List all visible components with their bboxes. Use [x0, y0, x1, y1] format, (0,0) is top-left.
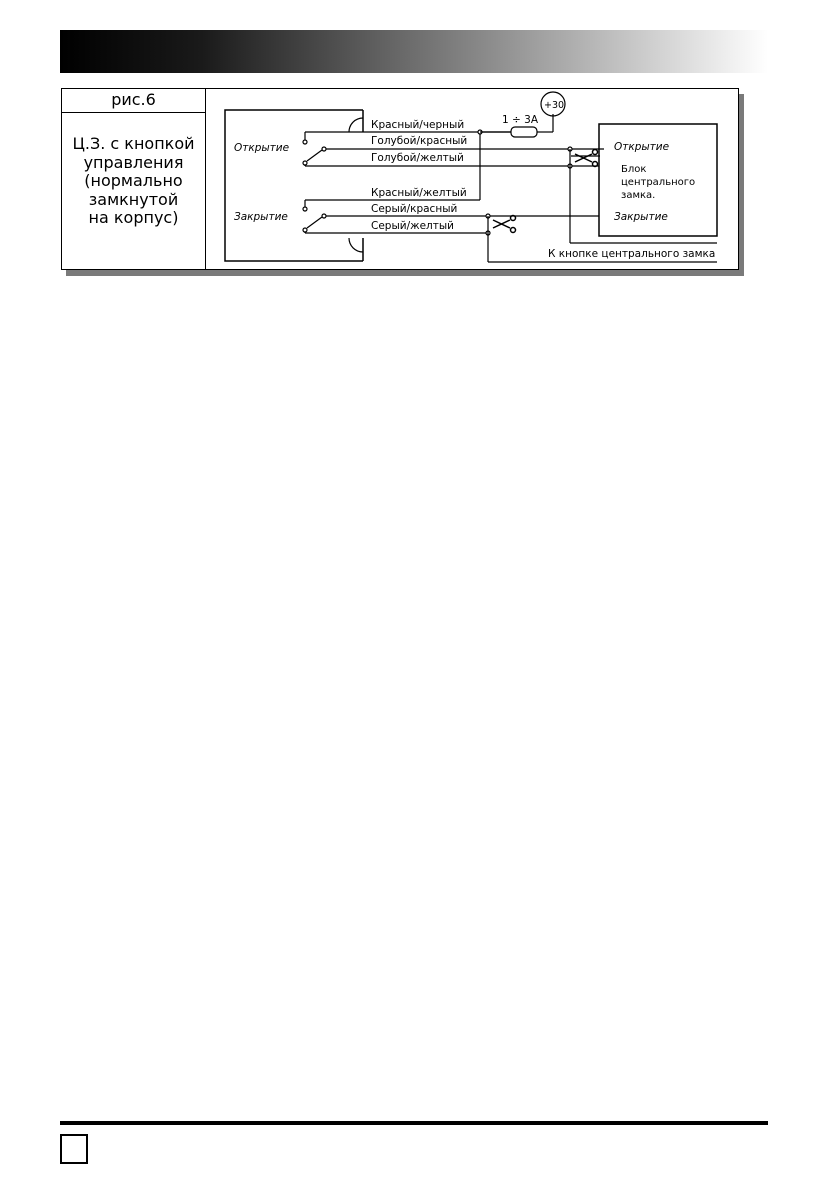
- wire-label-blue-yellow: Голубой/желтый: [371, 152, 464, 164]
- switch-contact: [322, 147, 326, 151]
- lock-unit-name-line: замка.: [621, 190, 656, 201]
- switch-contact: [322, 214, 326, 218]
- actuator-open-label: Открытие: [234, 142, 290, 154]
- switch-contact: [303, 207, 307, 211]
- lock-unit-open-label: Открытие: [614, 141, 670, 153]
- fuse: [511, 127, 537, 137]
- wire-label-grey-red: Серый/красный: [371, 203, 458, 215]
- actuator-motor-arc-top: [349, 118, 363, 132]
- caption-line: на корпус): [88, 208, 179, 227]
- switch-lever-close: [307, 217, 322, 228]
- lock-unit-name-line: Блок: [621, 164, 647, 175]
- button-wire-label: К кнопке центрального замка: [548, 248, 716, 260]
- switch-contact: [303, 161, 307, 165]
- caption-line: замкнутой: [88, 189, 179, 209]
- switch-contact: [303, 140, 307, 144]
- switch-lever-open: [307, 150, 322, 161]
- caption-line: Ц.З. с кнопкой: [72, 134, 195, 153]
- wire-label-blue-red: Голубой/красный: [371, 135, 468, 147]
- scissors-icon: [493, 216, 516, 233]
- wire-label-grey-yellow: Серый/желтый: [371, 220, 454, 232]
- actuator-motor-arc-bottom: [349, 238, 363, 252]
- scissors-icon: [575, 150, 598, 167]
- power-label: +30: [544, 100, 565, 111]
- footer-rule: [60, 1121, 768, 1125]
- caption-line: управления: [83, 152, 184, 172]
- page-number-box: [60, 1134, 88, 1164]
- switch-contact: [303, 228, 307, 232]
- wiring-diagram: [61, 88, 739, 270]
- actuator-frame: [225, 110, 363, 261]
- header-bar: [60, 30, 768, 73]
- caption-line: (нормально: [84, 171, 183, 190]
- figure-label: рис.6: [62, 89, 205, 113]
- wire-label-red-yellow: Красный/желтый: [371, 187, 467, 199]
- wire-label-red-black: Красный/черный: [371, 119, 465, 131]
- actuator-close-label: Закрытие: [234, 211, 288, 223]
- lock-unit-close-label: Закрытие: [614, 211, 668, 223]
- lock-unit-name-line: центрального: [621, 177, 696, 188]
- fuse-label: 1 ÷ 3А: [502, 114, 539, 126]
